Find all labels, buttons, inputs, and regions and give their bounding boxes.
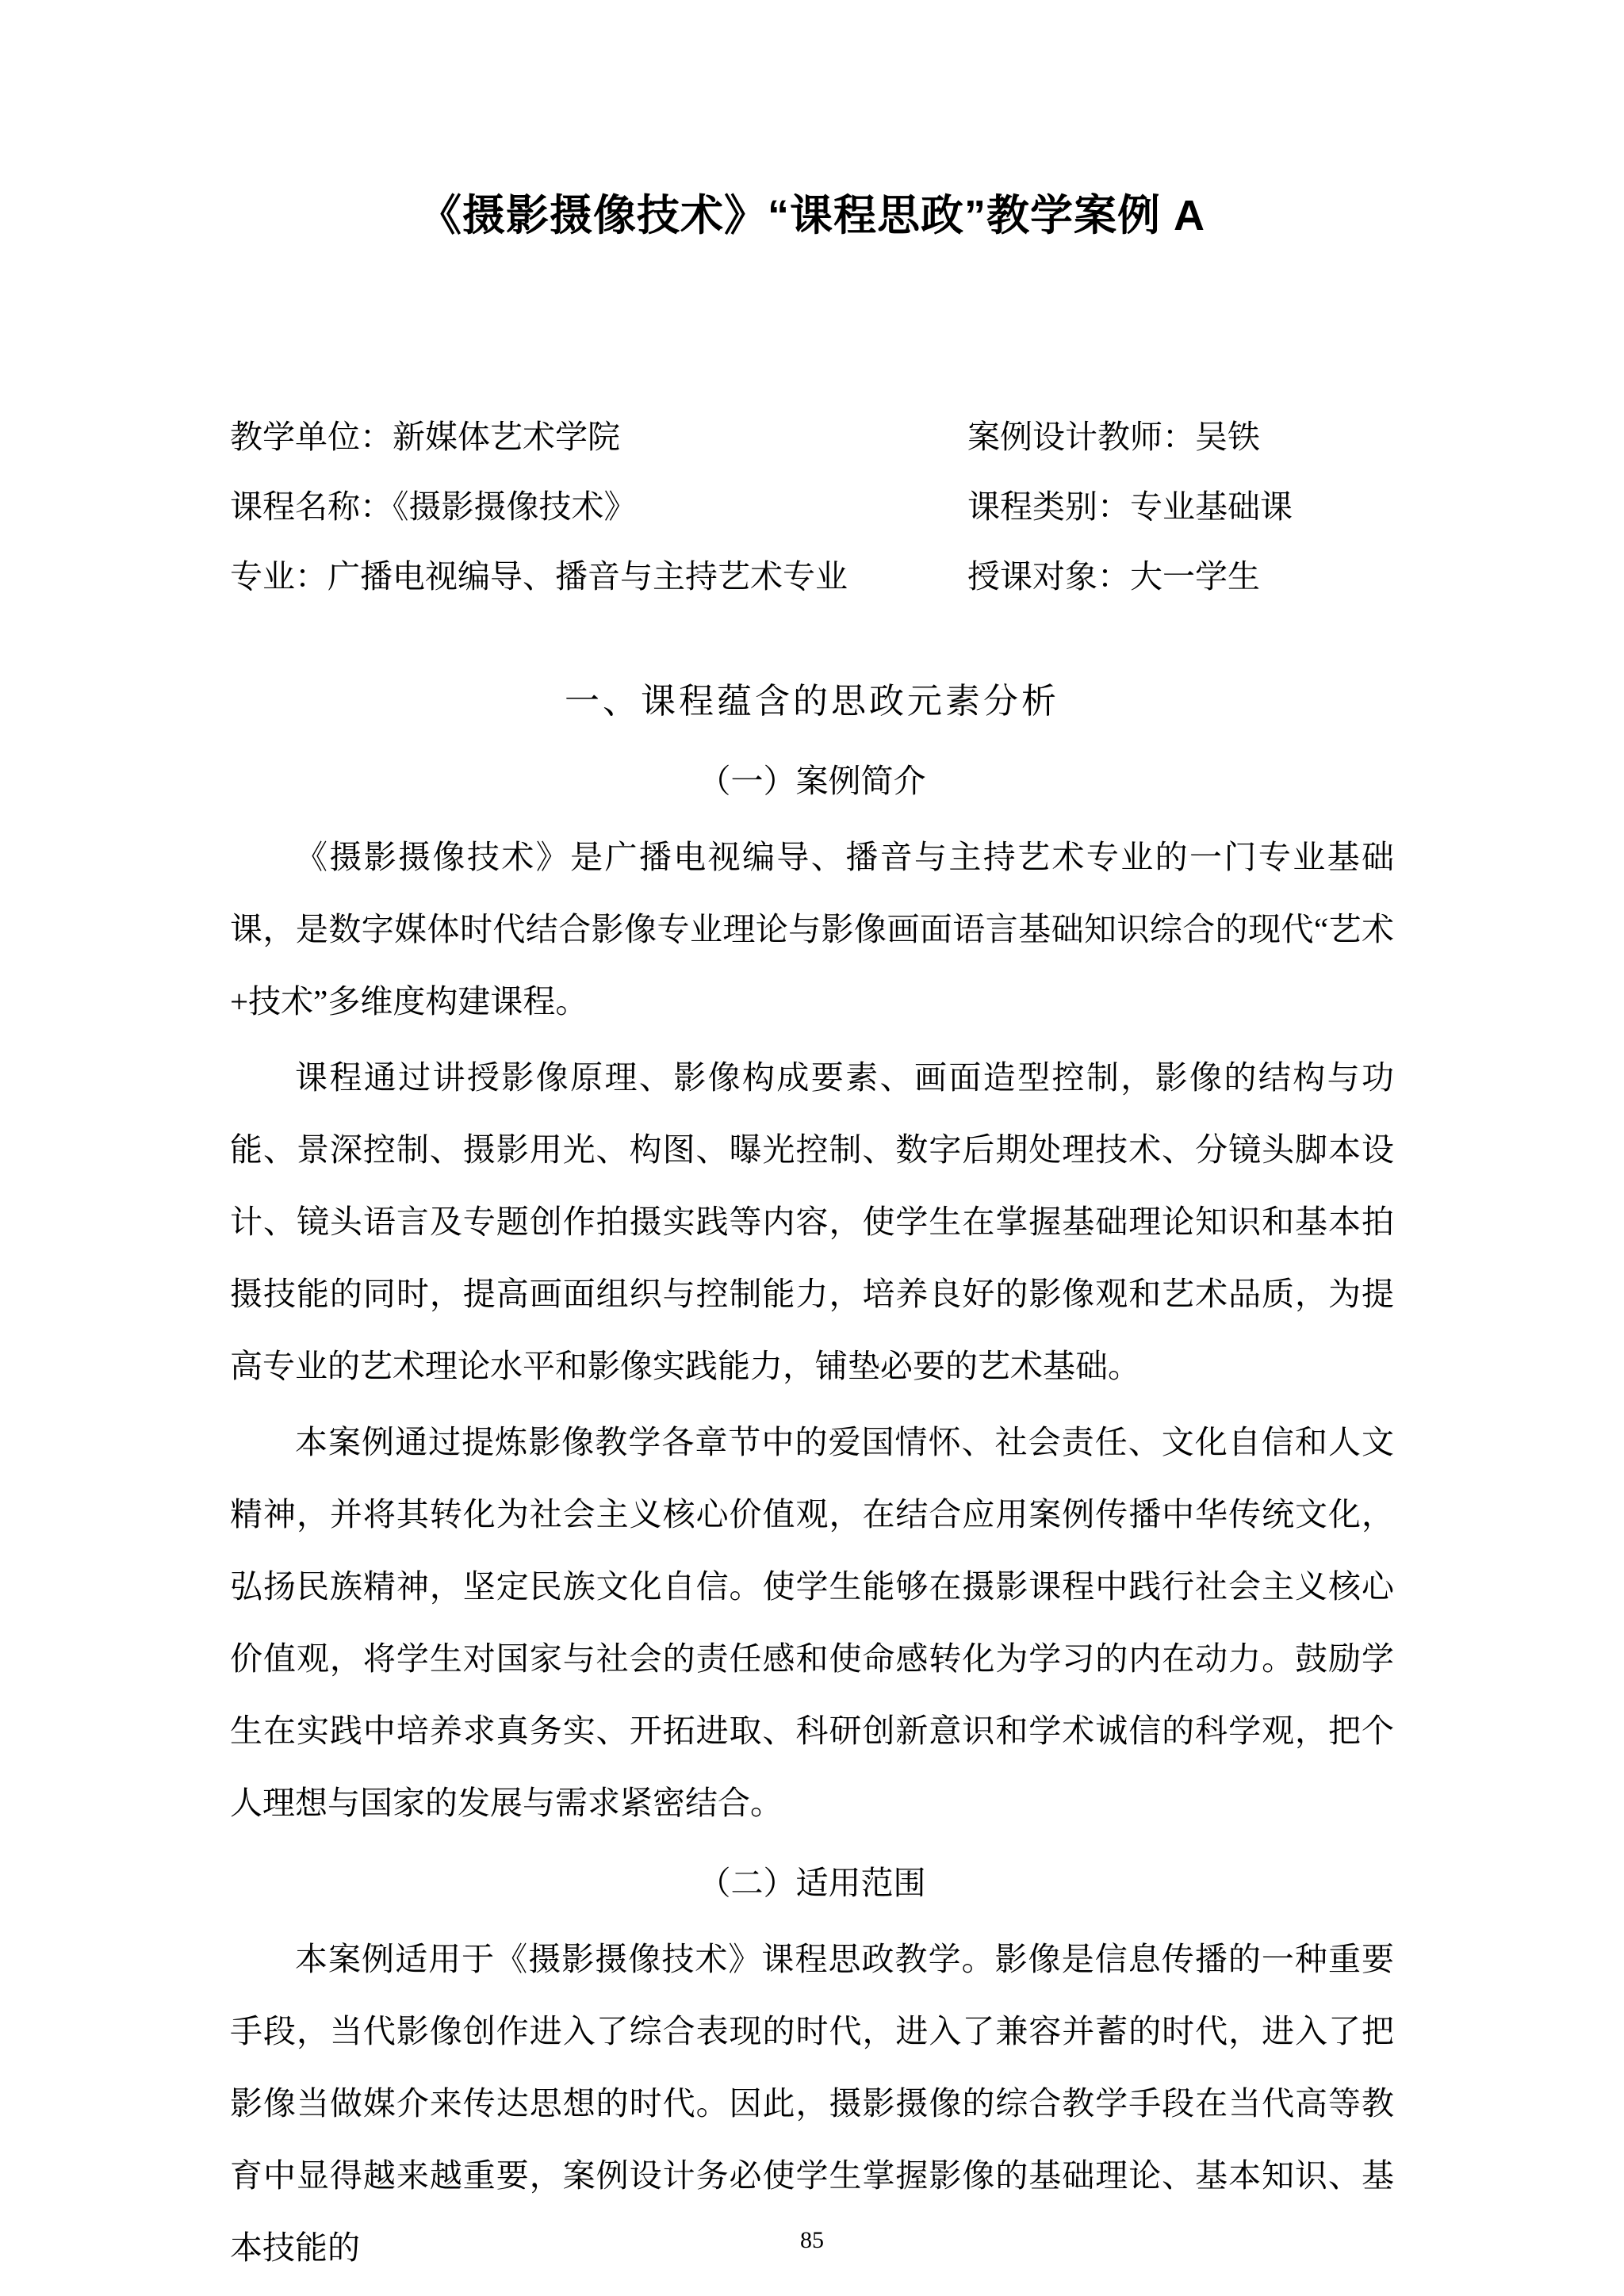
paragraph-scope: 本案例适用于《摄影摄像技术》课程思政教学。影像是信息传播的一种重要手段，当代影像创作进入了综合表现的时代，进入了兼容并蓄的时代，进入了把影像当做媒介来传达思想的时代。因此，摄影摄像的综合教学手段在当代高等教育中显得越来越重要，案例设计务必使学生掌握影像的基础理论、基本知识、基本技能的	[230, 1941, 1394, 2266]
meta-case-designer: 案例设计教师：吴铁	[967, 419, 1260, 455]
meta-course-category: 课程类别：专业基础课	[967, 488, 1293, 525]
subsection-heading-case-intro: （一）案例简介	[698, 763, 926, 799]
page-number: 85	[800, 2227, 824, 2253]
document-title: 《摄影摄像技术》“课程思政”教学案例 A	[419, 192, 1205, 239]
paragraph-course-content: 课程通过讲授影像原理、影像构成要素、画面造型控制，影像的结构与功能、景深控制、摄影用光、构图、曝光控制、数字后期处理技术、分镜头脚本设计、镜头语言及专题创作拍摄实践等内容，使学生在掌握基础理论知识和基本拍摄技能的同时，提高画面组织与控制能力，培养良好的影像观和艺术品质，为提高专业的艺术理论水平和影像实践能力，铺垫必要的艺术基础。	[230, 1059, 1394, 1384]
meta-row	[230, 402, 1394, 472]
meta-course-name: 课程名称：《摄影摄像技术》	[230, 488, 637, 525]
meta-major: 专业：广播电视编导、播音与主持艺术专业	[230, 558, 848, 595]
meta-section	[230, 402, 1394, 611]
section-heading-1: 一、课程蕴含的思政元素分析	[565, 682, 1059, 721]
subsection-heading-scope: （二）适用范围	[698, 1865, 926, 1901]
meta-row	[230, 472, 1394, 541]
meta-row	[230, 541, 1394, 611]
meta-target-students: 授课对象：大一学生	[967, 558, 1260, 595]
paragraph-case-values: 本案例通过提炼影像教学各章节中的爱国情怀、社会责任、文化自信和人文精神，并将其转化为社会主义核心价值观，在结合应用案例传播中华传统文化，弘扬民族精神，坚定民族文化自信。使学生能够在摄影课程中践行社会主义核心价值观，将学生对国家与社会的责任感和使命感转化为学习的内在动力。鼓励学生在实践中培养求真务实、开拓进取、科研创新意识和学术诚信的科学观，把个人理想与国家的发展与需求紧密结合。	[230, 1424, 1394, 1821]
meta-teaching-unit: 教学单位：新媒体艺术学院	[230, 419, 620, 455]
paragraph-course-intro: 《摄影摄像技术》是广播电视编导、播音与主持艺术专业的一门专业基础课，是数字媒体时代结合影像专业理论与影像画面语言基础知识综合的现代“艺术+技术”多维度构建课程。	[230, 839, 1394, 1020]
